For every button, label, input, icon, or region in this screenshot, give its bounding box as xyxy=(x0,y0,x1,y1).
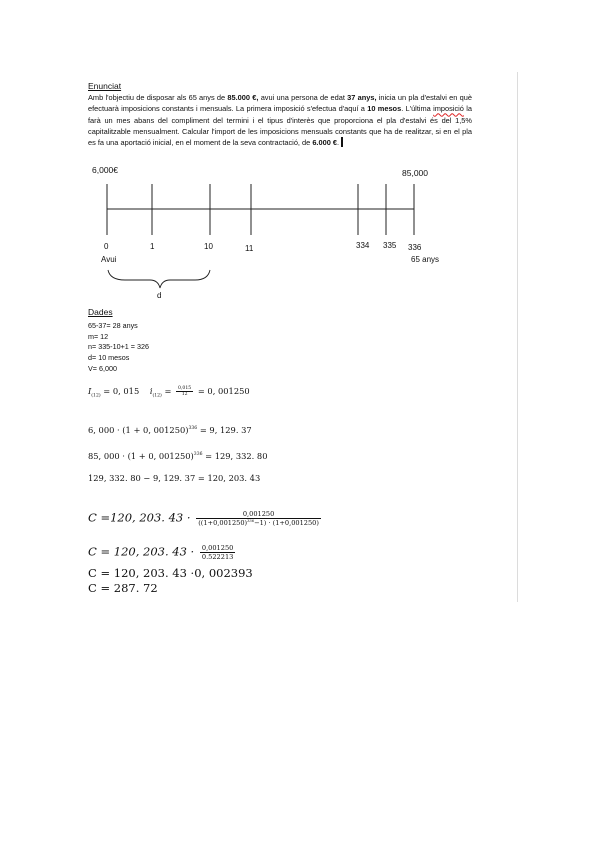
dades-line: d= 10 mesos xyxy=(88,353,130,362)
enunciat-heading: Enunciat xyxy=(88,81,122,91)
deferral-brace-label: d xyxy=(157,291,162,300)
payment-formula-step3: C = 120, 203. 43 ·0, 002393 xyxy=(88,566,253,580)
dades-line: V= 6,000 xyxy=(88,364,117,373)
enunciat-paragraph: Amb l'objectiu de disposar als 65 anys de 85.000 €, avui una persona de edat 37 anys, inicia un pla d'estalvi en què efectuarà imposicions constants i mensuals. La primera imposició s'efectua d'aquí a 10 mesos. L'última imposició la farà un mes abans del compliment del termini i el tipus d'interès que proporciona el pla d'estalvi és del 1,5% capitalitzable mensualment. Calcular l'import de les imposicions mensuals constants que ha de realitzar, si en el pla es fa una aportació inicial, en el moment de la seva contractació, de 6.000 €. xyxy=(88,93,472,148)
dades-line: n= 335-10+1 = 326 xyxy=(88,342,149,351)
final-capitalization-equation: 85, 000 · (1 + 0, 001250)$^{336}$ = 129, 332. 80 xyxy=(88,451,268,461)
dades-line: m= 12 xyxy=(88,332,109,341)
final-amount-label: 85,000 xyxy=(402,168,428,178)
payment-formula-step2: C = 120, 203. 43 · $\frac{0,001250}{0.522213}$ xyxy=(88,544,234,561)
dades-heading: Dades xyxy=(88,307,113,317)
end-label: 65 anys xyxy=(411,255,440,264)
tick-label-335: 335 xyxy=(383,241,397,250)
start-label: Avui xyxy=(101,255,117,264)
spellcheck-word: imposició xyxy=(433,104,464,114)
difference-equation: 129, 332. 80 − 9, 129. 37 = 120, 203. 43 xyxy=(88,473,261,483)
tick-label-1: 1 xyxy=(150,242,155,251)
payment-result: C = 287. 72 xyxy=(88,581,158,595)
tick-label-10: 10 xyxy=(204,242,213,251)
tick-label-334: 334 xyxy=(356,241,370,250)
payment-formula: C =120, 203. 43 · $\frac{0,001250}{((1+0,001250)^{336}-1) \cdot (1+0,001250)}$ xyxy=(88,510,319,528)
tick-label-0: 0 xyxy=(104,242,109,251)
initial-capitalization-equation: 6, 000 · (1 + 0, 001250)$^{336}$ = 9, 129. 37 xyxy=(88,425,252,435)
tick-label-11: 11 xyxy=(245,244,254,253)
interest-rate-equation: $I_{(12)} = 0$, 015 $i_{(12)}$ = $\frac{0,015}{12}$ = 0, 001250 xyxy=(88,386,250,399)
dades-line: 65-37= 28 anys xyxy=(88,321,138,330)
tick-label-336: 336 xyxy=(408,243,422,252)
initial-amount-label: 6,000€ xyxy=(92,165,118,175)
